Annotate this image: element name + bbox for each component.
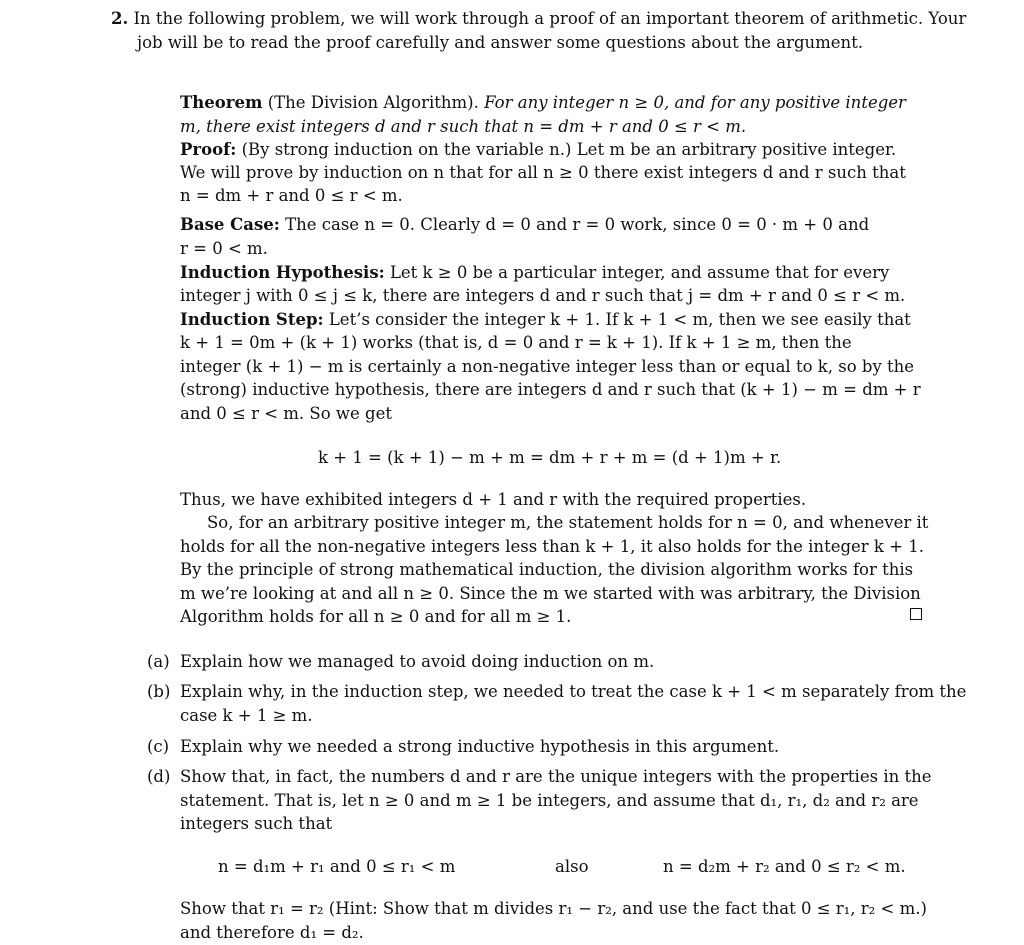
base-case-label: Base Case: <box>180 215 280 234</box>
base-case-line-1: Base Case: The case n = 0. Clearly d = 0 and r = 0 work, since 0 = 0 · m + 0 and <box>180 215 870 234</box>
conclusion-line-5: Algorithm holds for all n ≥ 0 and for all m ≥ 1. <box>180 607 572 626</box>
hint-line-1: Show that r₁ = r₂ (Hint: Show that m divides r₁ − r₂, and use the fact that 0 ≤ r₁, r₂ < m.) <box>180 899 927 918</box>
question-b-line-2: case k + 1 ≥ m. <box>180 706 313 725</box>
conclusion-line-4: m we’re looking at and all n ≥ 0. Since the m we started with was arbitrary, the Division <box>180 584 921 603</box>
conclusion-line-1: So, for an arbitrary positive integer m, the statement holds for n = 0, and whenever it <box>207 513 929 532</box>
proof-label: Proof: <box>180 140 237 159</box>
display-equation: k + 1 = (k + 1) − m + m = dm + r + m = (d + 1)m + r. <box>318 448 782 467</box>
question-a <box>147 650 170 674</box>
question-b-line-1: Explain why, in the induction step, we needed to treat the case k + 1 < m separately from the <box>180 682 967 701</box>
qed-square-icon <box>910 608 922 620</box>
problem-intro-line-2: job will be to read the proof carefully and answer some questions about the argument. <box>137 33 864 52</box>
proof-line-1: Proof: (By strong induction on the variable n.) Let m be an arbitrary positive integer. <box>180 140 897 159</box>
theorem-statement-2: m, there exist integers d and r such that n = dm + r and 0 ≤ r < m. <box>180 117 747 136</box>
theorem-heading <box>180 91 906 115</box>
proof-line-2: We will prove by induction on n that for all n ≥ 0 there exist integers d and r such that <box>180 163 906 182</box>
question-d-line-3: integers such that <box>180 814 333 833</box>
uniqueness-equation-left: n = d₁m + r₁ and 0 ≤ r₁ < m <box>218 857 456 876</box>
induction-step-line-3: integer (k + 1) − m is certainly a non-negative integer less than or equal to k, so by the <box>180 357 915 376</box>
induction-step-line-2: k + 1 = 0m + (k + 1) works (that is, d = 0 and r = k + 1). If k + 1 ≥ m, then the <box>180 333 852 352</box>
induction-step-line-1: Induction Step: Let’s consider the integer k + 1. If k + 1 < m, then we see easily that <box>180 310 911 329</box>
base-case-line-2: r = 0 < m. <box>180 239 268 258</box>
conclusion-line-2: holds for all the non-negative integers less than k + 1, it also holds for the integer k + 1. <box>180 537 924 556</box>
question-b-label: (b) <box>147 682 171 701</box>
induction-step-line-4: (strong) inductive hypothesis, there are integers d and r such that (k + 1) − m = dm + r <box>180 380 921 399</box>
induction-hypothesis-label: Induction Hypothesis: <box>180 263 385 282</box>
induction-hypothesis-line-2: integer j with 0 ≤ j ≤ k, there are integers d and r such that j = dm + r and 0 ≤ r < m. <box>180 286 906 305</box>
conclusion-line-3: By the principle of strong mathematical induction, the division algorithm works for this <box>180 560 914 579</box>
question-d <box>147 765 170 789</box>
question-c-label: (c) <box>147 737 170 756</box>
question-a-line-1: Explain how we managed to avoid doing induction on m. <box>180 652 655 671</box>
uniqueness-also: also <box>555 857 589 876</box>
hint-line-2: and therefore d₁ = d₂. <box>180 923 364 942</box>
question-a-label: (a) <box>147 652 170 671</box>
theorem-name: (The Division Algorithm). <box>267 93 479 112</box>
question-b <box>147 680 170 704</box>
uniqueness-equation-right: n = d₂m + r₂ and 0 ≤ r₂ < m. <box>663 857 906 876</box>
induction-step-label: Induction Step: <box>180 310 324 329</box>
question-c <box>147 735 169 759</box>
question-d-line-1: Show that, in fact, the numbers d and r are the unique integers with the properties in the <box>180 767 932 786</box>
proof-line-3: n = dm + r and 0 ≤ r < m. <box>180 186 403 205</box>
theorem-label: Theorem <box>180 93 263 112</box>
question-c-line-1: Explain why we needed a strong inductive hypothesis in this argument. <box>180 737 780 756</box>
problem-number: 2. <box>111 9 129 28</box>
induction-hypothesis-line-1: Induction Hypothesis: Let k ≥ 0 be a particular integer, and assume that for every <box>180 263 890 282</box>
question-d-label: (d) <box>147 767 171 786</box>
thus-line: Thus, we have exhibited integers d + 1 and r with the required properties. <box>180 490 807 509</box>
problem-intro-line-1: 2. In the following problem, we will work through a proof of an important theorem of arithmetic. Your <box>111 9 967 28</box>
induction-step-line-5: and 0 ≤ r < m. So we get <box>180 404 392 423</box>
question-d-line-2: statement. That is, let n ≥ 0 and m ≥ 1 be integers, and assume that d₁, r₁, d₂ and r₂ are <box>180 791 919 810</box>
theorem-statement-1: For any integer n ≥ 0, and for any positive integer <box>484 93 906 112</box>
